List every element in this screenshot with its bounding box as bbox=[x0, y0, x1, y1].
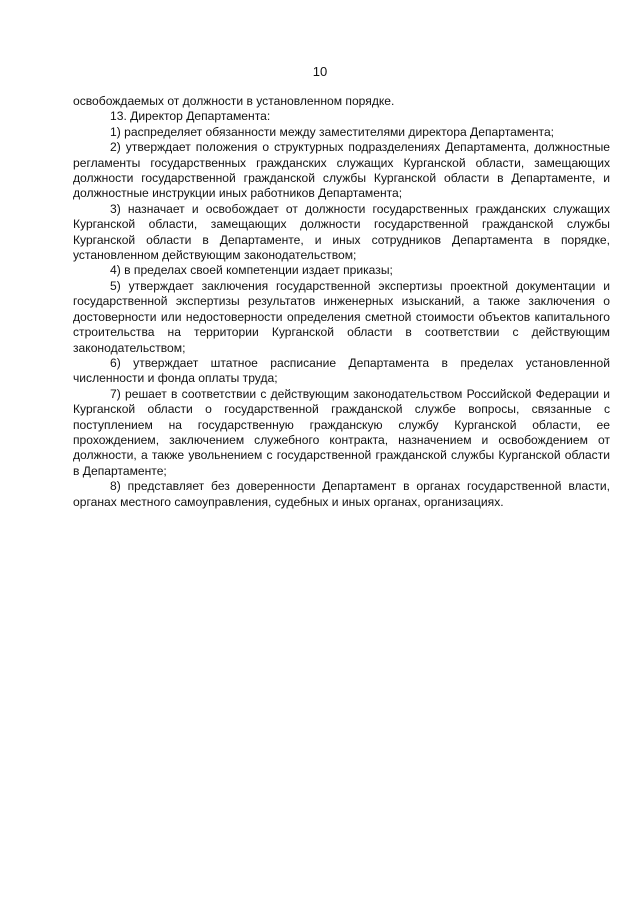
paragraph-item-4: 4) в пределах своей компетенции издает приказы; bbox=[110, 263, 393, 278]
paragraph-item-2: 2) утверждает положения о структурных подразделениях Департамента, должностные регламенты государственных гражданских служащих Курганской области, замещающих должности государственной гражданской службы Курганской области в Департаменте, и должностные инструкции иных работников Департамента; bbox=[73, 140, 610, 201]
paragraph-section-13: 13. Директор Департамента: bbox=[110, 109, 271, 124]
paragraph-item-1: 1) распределяет обязанности между заместителями директора Департамента; bbox=[110, 124, 555, 139]
paragraph-item-6: 6) утверждает штатное расписание Департамента в пределах установленной численности и фонда оплаты труда; bbox=[73, 355, 610, 386]
document-body bbox=[73, 94, 610, 510]
paragraph-item-5: 5) утверждает заключения государственной экспертизы проектной документации и государственной экспертизы результатов инженерных изысканий, а также заключения о достоверности или недостоверности определения сметной стоимости объектов капитального строительства на территории Курганской области в соответствии с действующим законодательством; bbox=[73, 278, 610, 355]
paragraph-item-7: 7) решает в соответствии с действующим законодательством Российской Федерации и Курганской области о государственной гражданской службе вопросы, связанные с поступлением на государственную гражданскую службу Курганской области, ее прохождением, заключением служебного контракта, назначением и освобождением от должности, а также увольнением с государственной гражданской службы Курганской области в Департаменте; bbox=[73, 386, 610, 478]
page-number: 10 bbox=[312, 64, 328, 79]
paragraph-item-3: 3) назначает и освобождает от должности государственных гражданских служащих Курганской области, замещающих должности государственной гражданской службы Курганской области в Департаменте, и иных сотрудников Департамента в порядке, установленном действующим законодательством; bbox=[73, 201, 610, 263]
paragraph-continuation: освобождаемых от должности в установленном порядке. bbox=[73, 94, 395, 108]
paragraph-item-8: 8) представляет без доверенности Департамент в органах государственной власти, органах местного самоуправления, судебных и иных органах, организациях. bbox=[73, 479, 610, 509]
